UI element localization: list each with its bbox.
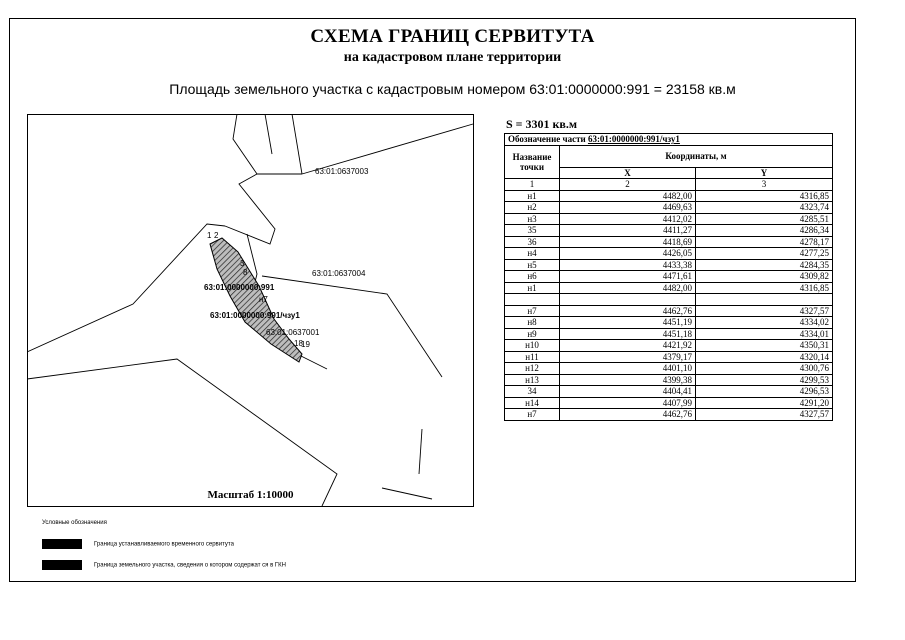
point-name-cell: н9 [505,328,560,340]
point-label: 1 [207,231,212,240]
column-number: 1 [505,179,560,191]
point-name-cell: н5 [505,259,560,271]
y-coordinate-cell: 4277,25 [696,248,833,260]
y-coordinate-cell: 4334,01 [696,328,833,340]
y-coordinate-cell: 4334,02 [696,317,833,329]
y-coordinate-cell: 4284,35 [696,259,833,271]
table-row [505,305,833,317]
legend-title: Условные обозначения [42,520,107,526]
table-row [505,317,833,329]
point-label: 3 [240,259,245,268]
y-coordinate-cell: 4350,31 [696,340,833,352]
table-row [505,190,833,202]
point-label: 19 [301,340,310,349]
x-coordinate-cell: 4379,17 [560,351,696,363]
y-coordinate-cell: 4278,17 [696,236,833,248]
header-coordinates: Координаты, м [560,145,833,167]
point-name-cell: н10 [505,340,560,352]
y-coordinate-cell: 4323,74 [696,202,833,214]
column-number: 2 [560,179,696,191]
point-name-cell: 34 [505,386,560,398]
easement-area-value: S = 3301 кв.м [506,117,578,131]
table-row [505,351,833,363]
easement-part-label: 63:01:0000000:991/чзу1 [210,311,300,320]
x-coordinate-cell: 4426,05 [560,248,696,260]
quarter-label-1: 63:01:0637001 [266,328,320,337]
header-y: Y [696,167,833,179]
x-coordinate-cell: 4462,76 [560,409,696,421]
point-name-cell: н13 [505,374,560,386]
point-label: 8 [243,268,248,277]
point-label: 18 [294,339,303,348]
point-name-cell: н7 [505,409,560,421]
table-row [505,259,833,271]
point-name-cell: н3 [505,213,560,225]
x-coordinate-cell: 4469,63 [560,202,696,214]
easement-area [210,238,302,362]
y-coordinate-cell: 4316,85 [696,282,833,294]
document-subtitle: на кадастровом плане территории [343,50,562,65]
quarter-label-4: 63:01:0637004 [312,269,366,278]
point-name-cell: н1 [505,282,560,294]
x-coordinate-cell [560,294,696,306]
point-name-cell: н8 [505,317,560,329]
y-coordinate-cell: 4286,34 [696,225,833,237]
point-name-cell: 35 [505,225,560,237]
legend-swatch [42,560,82,570]
point-name-cell: н7 [505,305,560,317]
point-name-cell: н14 [505,397,560,409]
legend-item-easement: Граница устанавливаемого временного сервитута [42,539,234,549]
y-coordinate-cell: 4291,20 [696,397,833,409]
legend-swatch [42,539,82,549]
y-coordinate-cell: 4327,57 [696,305,833,317]
part-designation: Обозначение части 63:01:0000000:991/чзу1 [505,134,833,146]
y-coordinate-cell: 4296,53 [696,386,833,398]
y-coordinate-cell [696,294,833,306]
point-name-cell: н1 [505,190,560,202]
x-coordinate-cell: 4404,41 [560,386,696,398]
point-name-cell: н12 [505,363,560,375]
y-coordinate-cell: 4327,57 [696,409,833,421]
y-coordinate-cell: 4320,14 [696,351,833,363]
x-coordinate-cell: 4451,18 [560,328,696,340]
table-row [505,363,833,375]
header-point-name: Название точки [505,145,560,179]
point-name-cell: н4 [505,248,560,260]
point-name-cell [505,294,560,306]
table-row [505,294,833,306]
point-name-cell: 36 [505,236,560,248]
point-label: 2 [214,231,219,240]
point-label: н7 [259,295,268,304]
cadastral-map [27,114,474,507]
table-row [505,340,833,352]
table-row [505,282,833,294]
header-x: X [560,167,696,179]
coordinates-table [504,133,833,421]
point-name-cell: н6 [505,271,560,283]
x-coordinate-cell: 4418,69 [560,236,696,248]
table-row [505,386,833,398]
x-coordinate-cell: 4399,38 [560,374,696,386]
x-coordinate-cell: 4462,76 [560,305,696,317]
x-coordinate-cell: 4482,00 [560,190,696,202]
y-coordinate-cell: 4299,53 [696,374,833,386]
x-coordinate-cell: 4421,92 [560,340,696,352]
land-area-line: Площадь земельного участка с кадастровым номером 63:01:0000000:991 = 23158 кв.м [169,81,736,97]
table-row [505,374,833,386]
y-coordinate-cell: 4300,76 [696,363,833,375]
quarter-label-3: 63:01:0637003 [315,167,369,176]
x-coordinate-cell: 4471,61 [560,271,696,283]
y-coordinate-cell: 4309,82 [696,271,833,283]
x-coordinate-cell: 4482,00 [560,282,696,294]
y-coordinate-cell: 4285,51 [696,213,833,225]
map-scale: Масштаб 1:10000 [207,489,294,501]
table-row [505,397,833,409]
document-title: СХЕМА ГРАНИЦ СЕРВИТУТА [310,26,595,47]
x-coordinate-cell: 4412,02 [560,213,696,225]
legend-item-parcel: Граница земельного участка, сведения о котором содержат ся в ГКН [42,560,286,570]
table-row [505,202,833,214]
column-number: 3 [696,179,833,191]
parcel-label: 63:01:0000000:991 [204,283,275,292]
point-name-cell: н11 [505,351,560,363]
y-coordinate-cell: 4316,85 [696,190,833,202]
table-row [505,248,833,260]
table-row [505,236,833,248]
point-name-cell: н2 [505,202,560,214]
x-coordinate-cell: 4451,19 [560,317,696,329]
x-coordinate-cell: 4401,10 [560,363,696,375]
x-coordinate-cell: 4407,99 [560,397,696,409]
table-row [505,213,833,225]
table-row [505,409,833,421]
table-row [505,328,833,340]
x-coordinate-cell: 4433,38 [560,259,696,271]
table-row [505,225,833,237]
x-coordinate-cell: 4411,27 [560,225,696,237]
table-row [505,271,833,283]
